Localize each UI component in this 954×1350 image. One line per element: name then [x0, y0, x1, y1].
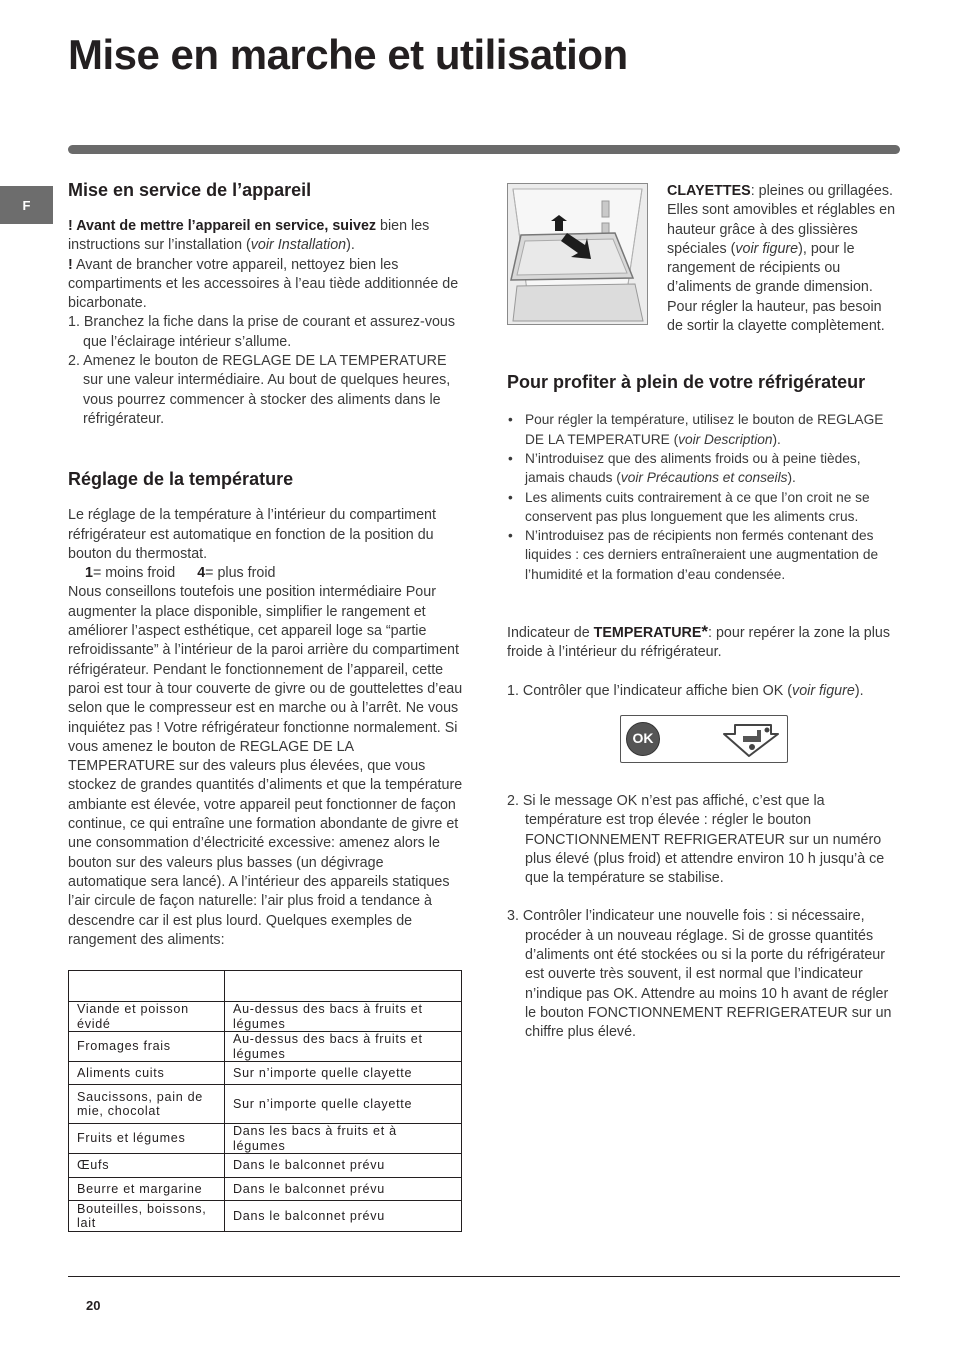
tips-list	[507, 410, 900, 584]
table-row: Viande et poisson évidé Au-dessus des bacs à fruits et légumes	[69, 1002, 462, 1032]
list-item: • N’introduisez que des aliments froids ou à peine tièdes, jamais chauds (voir Précautions et conseils).	[507, 449, 900, 488]
indicator-step-1: 1. Contrôler que l’indicateur affiche bien OK (voir figure).	[507, 682, 864, 699]
temperature-body: Nous conseillons toutefois une position intermédiaire Pour augmenter la place disponible, simplifier le rangement et améliorer l’aspect esthétique, cet appareil loge sa “partie refroidissante” à l’intérieur de la paroi arrière du compartiment réfrigérateur. Pendant le fonctionnement de l’appareil, cette paroi est tour à tour couverte de givre ou de gouttelettes d’eau selon que le compresseur est en marche ou à l’arrêt. Ne vous inquiétez pas ! Votre réfrigérateur fonctionne normalement. Si vous amenez le bouton de REGLAGE DE LA TEMPERATURE sur des valeurs plus élevées, que vous stockez de grandes quantités d’aliments et que la température ambiante est élevée, votre appareil peut fonctionner de façon continue, ce qui entraîne une formation abondante de givre et une consommation d’électricité excessive: amenez alors le bouton sur des valeurs plus basses (un dégivrage automatique sera lancé). A l’intérieur des appareils statiques l’air circule de façon naturelle: l’air plus froid a tendance à descendre car il est plus lourd. Quelques exemples de rangement des aliments:	[68, 584, 463, 948]
page-title: Mise en marche et utilisation	[68, 31, 628, 78]
right-column	[507, 178, 900, 1043]
table-header	[225, 971, 462, 1002]
list-item: • N’introduisez pas de récipients non fermés contenant des liquides : ces derniers entraîneraient une augmentation de l’humidité et la formation d’eau condensée.	[507, 526, 900, 584]
table-row: Bouteilles, boissons, lait Dans le balconnet prévu	[69, 1201, 462, 1232]
indicator-step-2: 2. Si le message OK n’est pas affiché, c’est que la température est trop élevée : régler le bouton FONCTIONNEMENT REFRIGERATEUR sur un numéro plus élevé (plus froid) et attendre environ 10 h jusqu’à ce que la température se stabilise.	[507, 792, 885, 887]
list-item: 1. Branchez la fiche dans la prise de courant et assurez-vous que l’éclairage intérieur s’allume.	[68, 314, 456, 350]
table-header	[69, 971, 225, 1002]
table-header-row	[69, 971, 462, 1002]
setup-steps	[68, 313, 463, 429]
indicator-step-3: 3. Contrôler l’indicateur une nouvelle fois : si nécessaire, procéder à un nouveau réglage. Si de grosse quantités d’aliments ont été stockées ou si la porte du réfrigérateur est ouverte très souvent, il est normal que l’indicateur n’indique pas OK. Attendre au moins 10 h avant de régler le bouton FONCTIONNEMENT REFRIGERATEUR sur un chiffre plus élevé.	[507, 908, 892, 1041]
ok-indicator-icon: OK	[626, 722, 660, 756]
link-voir-installation: voir Installation	[250, 237, 347, 254]
temperature-intro: Le réglage de la température à l’intérieur du compartiment réfrigérateur est automatique en fonction de la position du bouton du thermostat.	[68, 507, 436, 562]
hand-indicator-icon	[721, 720, 781, 758]
install-warning: ! Avant de mettre l’appareil en service, suivez bien les instructions sur l’installation (voir Installation).	[68, 218, 430, 254]
table-row: Aliments cuits Sur n’importe quelle clayette	[69, 1062, 462, 1085]
link-voir-figure: voir figure	[735, 240, 799, 257]
title-divider	[68, 145, 900, 154]
language-tab: F	[0, 186, 53, 224]
list-item: • Les aliments cuits contrairement à ce que l’on croit ne se conservent pas plus longuement que les aliments crus.	[507, 488, 900, 527]
section-heading-mise-en-service: Mise en service de l’appareil	[68, 180, 312, 200]
list-item: • Pour régler la température, utilisez le bouton de REGLAGE DE LA TEMPERATURE (voir Description).	[507, 410, 900, 449]
table-row: Œufs Dans le balconnet prévu	[69, 1154, 462, 1178]
table-row: Saucissons, pain de mie, chocolat Sur n’importe quelle clayette	[69, 1085, 462, 1124]
page-number: 20	[86, 1298, 101, 1313]
clayettes-text: CLAYETTES: pleines ou grillagées. Elles sont amovibles et réglables en hauteur grâce à des glissières spéciales (voir figure), pour le rangement de récipients ou d’aliments de grande dimension. Pour régler la hauteur, pas besoin de sortir la clayette complètement.	[667, 183, 896, 335]
table-row: Fruits et légumes Dans les bacs à fruits et à légumes	[69, 1124, 462, 1154]
section-heading-profiter: Pour profiter à plein de votre réfrigérateur	[507, 372, 866, 393]
table-row: Beurre et margarine Dans le balconnet prévu	[69, 1178, 462, 1201]
left-column	[68, 178, 463, 1232]
ok-indicator-figure	[620, 715, 788, 763]
storage-table	[68, 970, 462, 1232]
section-heading-reglage: Réglage de la température	[68, 469, 294, 490]
table-row: Fromages frais Au-dessus des bacs à fruits et légumes	[69, 1032, 462, 1062]
indicator-text: Indicateur de TEMPERATURE*: pour repérer la zone la plus froide à l’intérieur du réfrigérateur.	[507, 622, 891, 661]
footer-divider	[68, 1276, 900, 1277]
shelf-illustration	[507, 183, 648, 325]
thermostat-scale: 1= moins froid 4= plus froid	[85, 565, 276, 582]
list-item: 2. Amenez le bouton de REGLAGE DE LA TEMPERATURE sur une valeur intermédiaire. Au bout de quelques heures, vous pourrez commencer à stocker des aliments dans le réfrigérateur.	[68, 353, 451, 427]
cleaning-warning: ! Avant de brancher votre appareil, nettoyez bien les compartiments et les accessoires à l’eau tiède additionnée de bicarbonate.	[68, 256, 459, 312]
